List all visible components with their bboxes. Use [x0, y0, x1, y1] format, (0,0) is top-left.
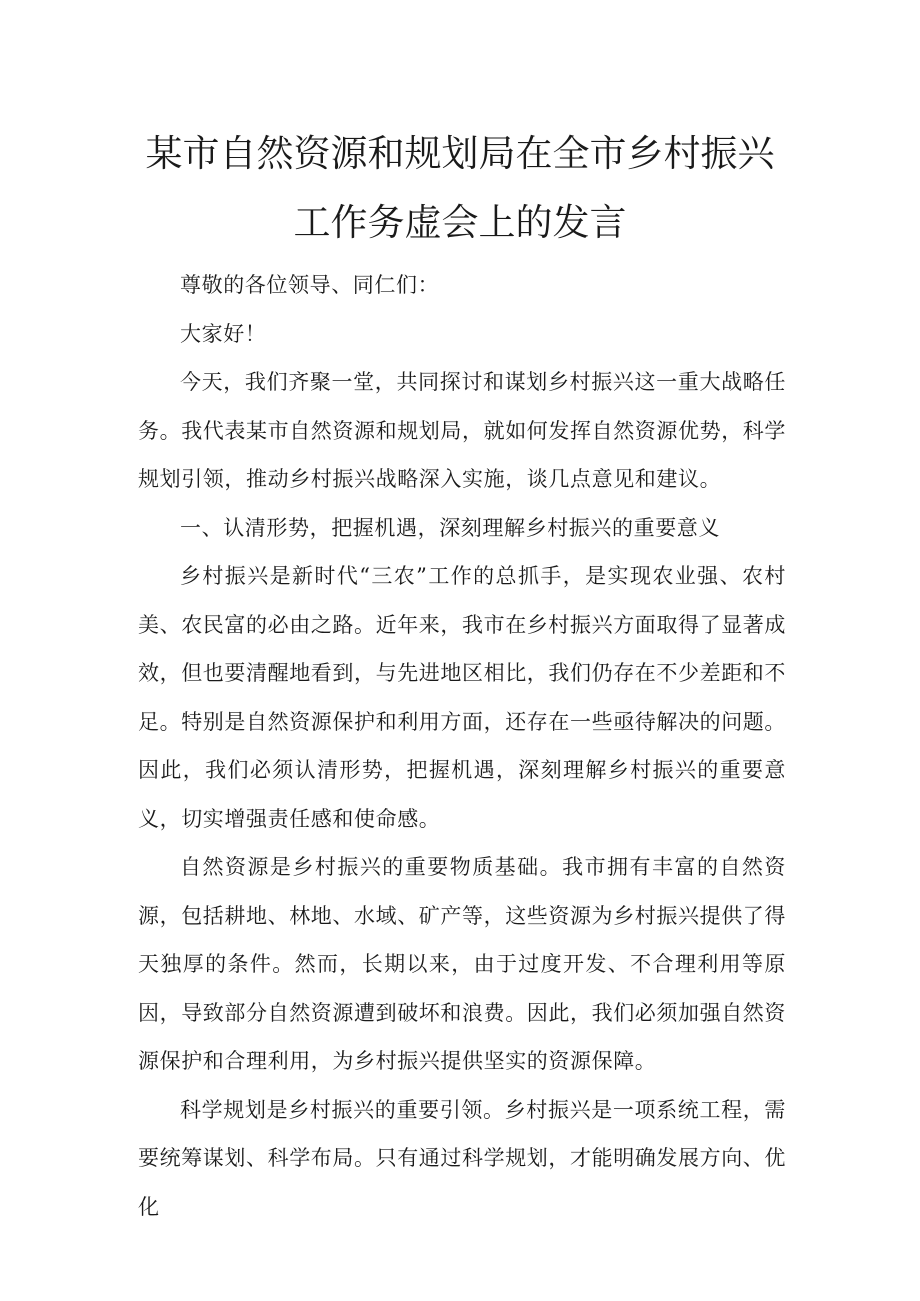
body-paragraph: 自然资源是乡村振兴的重要物质基础。我市拥有丰富的自然资源，包括耕地、林地、水域、矿产等，这些资源为乡村振兴提供了得天独厚的条件。然而，长期以来，由于过度开发、不合理利用等原因，导致部分自然资源遭到破坏和浪费。因此，我们必须加强自然资源保护和合理利用，为乡村振兴提供坚实的资源保障。: [138, 855, 786, 1073]
body-paragraph: 乡村振兴是新时代“三农”工作的总抓手，是实现农业强、农村美、农民富的必由之路。近年来，我市在乡村振兴方面取得了显著成效，但也要清醒地看到，与先进地区相比，我们仍存在不少差距和不足。特别是自然资源保护和利用方面，还存在一些亟待解决的问题。因此，我们必须认清形势，把握机遇，深刻理解乡村振兴的重要意义，切实增强责任感和使命感。: [138, 564, 786, 831]
salutation: 尊敬的各位领导、同仁们：: [180, 273, 440, 297]
section-heading: 一、认清形势，把握机遇，深刻理解乡村振兴的重要意义: [180, 515, 720, 540]
greeting: 大家好！: [180, 321, 267, 346]
document-title-line-1: 某市自然资源和规划局在全市乡村振兴: [145, 132, 775, 175]
body-paragraph: 科学规划是乡村振兴的重要引领。乡村振兴是一项系统工程，需要统筹谋划、科学布局。只有通过科学规划，才能明确发展方向、优化: [138, 1097, 786, 1219]
document-title-line-2: 工作务虚会上的发言: [293, 201, 627, 244]
document-body: [138, 261, 786, 1231]
body-paragraph: 今天，我们齐聚一堂，共同探讨和谋划乡村振兴这一重大战略任务。我代表某市自然资源和规划局，就如何发挥自然资源优势，科学规划引领，推动乡村振兴战略深入实施，谈几点意见和建议。: [138, 370, 786, 491]
